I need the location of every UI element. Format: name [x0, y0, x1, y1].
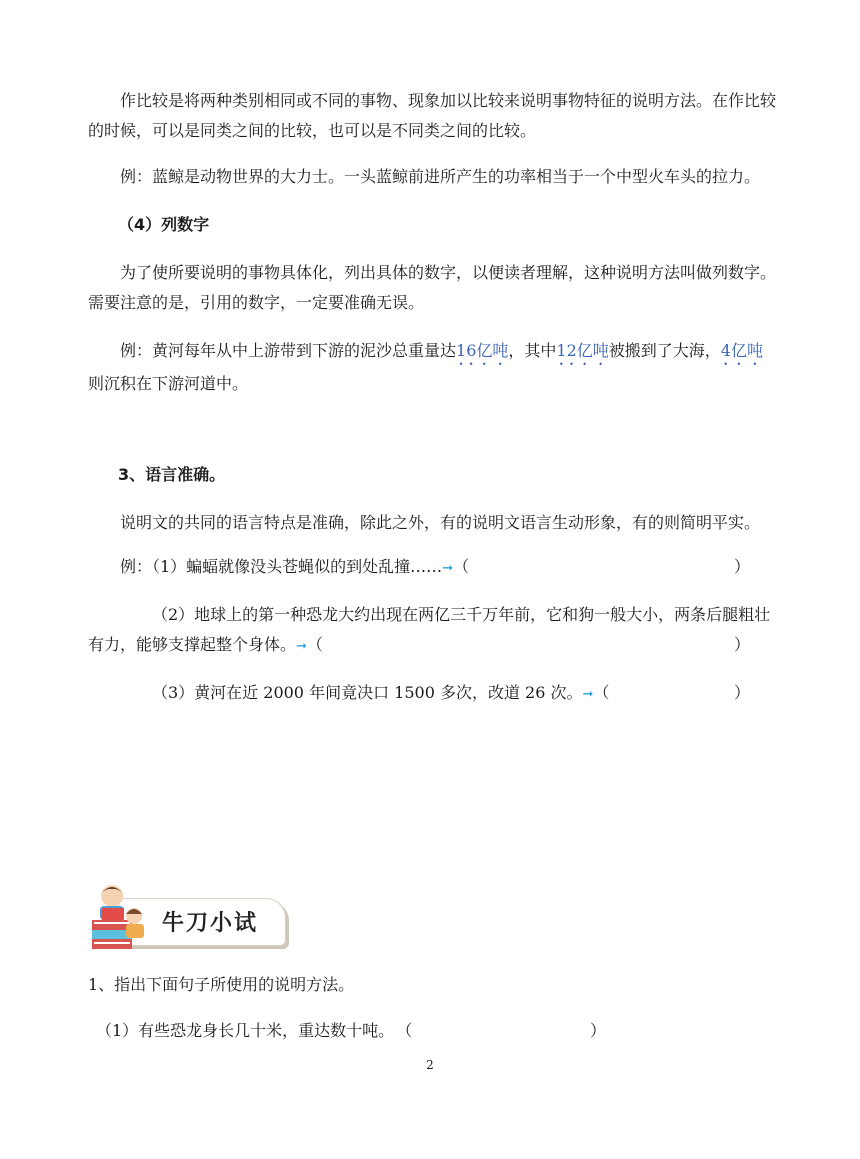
answer-blank-3-close: ）	[734, 683, 751, 702]
section-banner	[88, 876, 288, 956]
answer-blank-q1-close: ）	[590, 1021, 607, 1040]
number-12: 12亿吨	[556, 341, 609, 360]
answer-blank-1-close: ）	[734, 557, 751, 576]
example-yellow-river: 例：黄河每年从中上游带到下游的泥沙总重量达16亿吨，其中12亿吨被搬到了大海，4亿吨则沉积在下游河道中。	[88, 341, 763, 393]
page-number: 2	[426, 1058, 434, 1072]
banner-title: 牛刀小试	[162, 911, 259, 936]
paragraph-comparison: 作比较是将两种类别相同或不同的事物、现象加以比较来说明事物特征的说明方法。在作比较的时候，可以是同类之间的比较，也可以是不同类之间的比较。	[88, 91, 777, 140]
number-4: 4亿吨	[720, 341, 763, 360]
example-blue-whale: 例：蓝鲸是动物世界的大力士。一头蓝鲸前进所产生的功率相当于一个中型火车头的拉力。	[120, 167, 761, 186]
arrow-icon: ➞	[296, 639, 307, 654]
heading-language-accuracy: 3、语言准确。	[118, 465, 226, 484]
question-1: 1、指出下面句子所使用的说明方法。	[88, 975, 355, 994]
answer-blank-2-close: ）	[734, 635, 751, 654]
reading-kids-icon	[88, 876, 168, 956]
arrow-icon: ➞	[442, 561, 454, 576]
paragraph-list-numbers: 为了使所要说明的事物具体化，列出具体的数字，以便读者理解，这种说明方法叫做列数字。需要注意的是，引用的数字，一定要准确无误。	[88, 263, 777, 312]
heading-list-numbers: （4）列数字	[118, 215, 210, 234]
paragraph-language: 说明文的共同的语言特点是准确，除此之外，有的说明文语言生动形象，有的则简明平实。	[120, 513, 761, 532]
question-1-item-1: （1）有些恐龙身长几十米，重达数十吨。 （	[96, 1021, 413, 1040]
arrow-icon: ➞	[582, 687, 594, 702]
example-3: （3）黄河在近 2000 年间竟决口 1500 多次，改道 26 次。➞（	[152, 683, 610, 702]
example-1: 例：（1）蝙蝠就像没头苍蝇似的到处乱撞……➞（	[120, 557, 470, 576]
example-2: （2）地球上的第一种恐龙大约出现在两亿三千万年前，它和狗一般大小，两条后腿粗壮有力，能够支撑起整个身体。➞（	[88, 605, 771, 654]
number-16: 16亿吨	[456, 341, 509, 360]
